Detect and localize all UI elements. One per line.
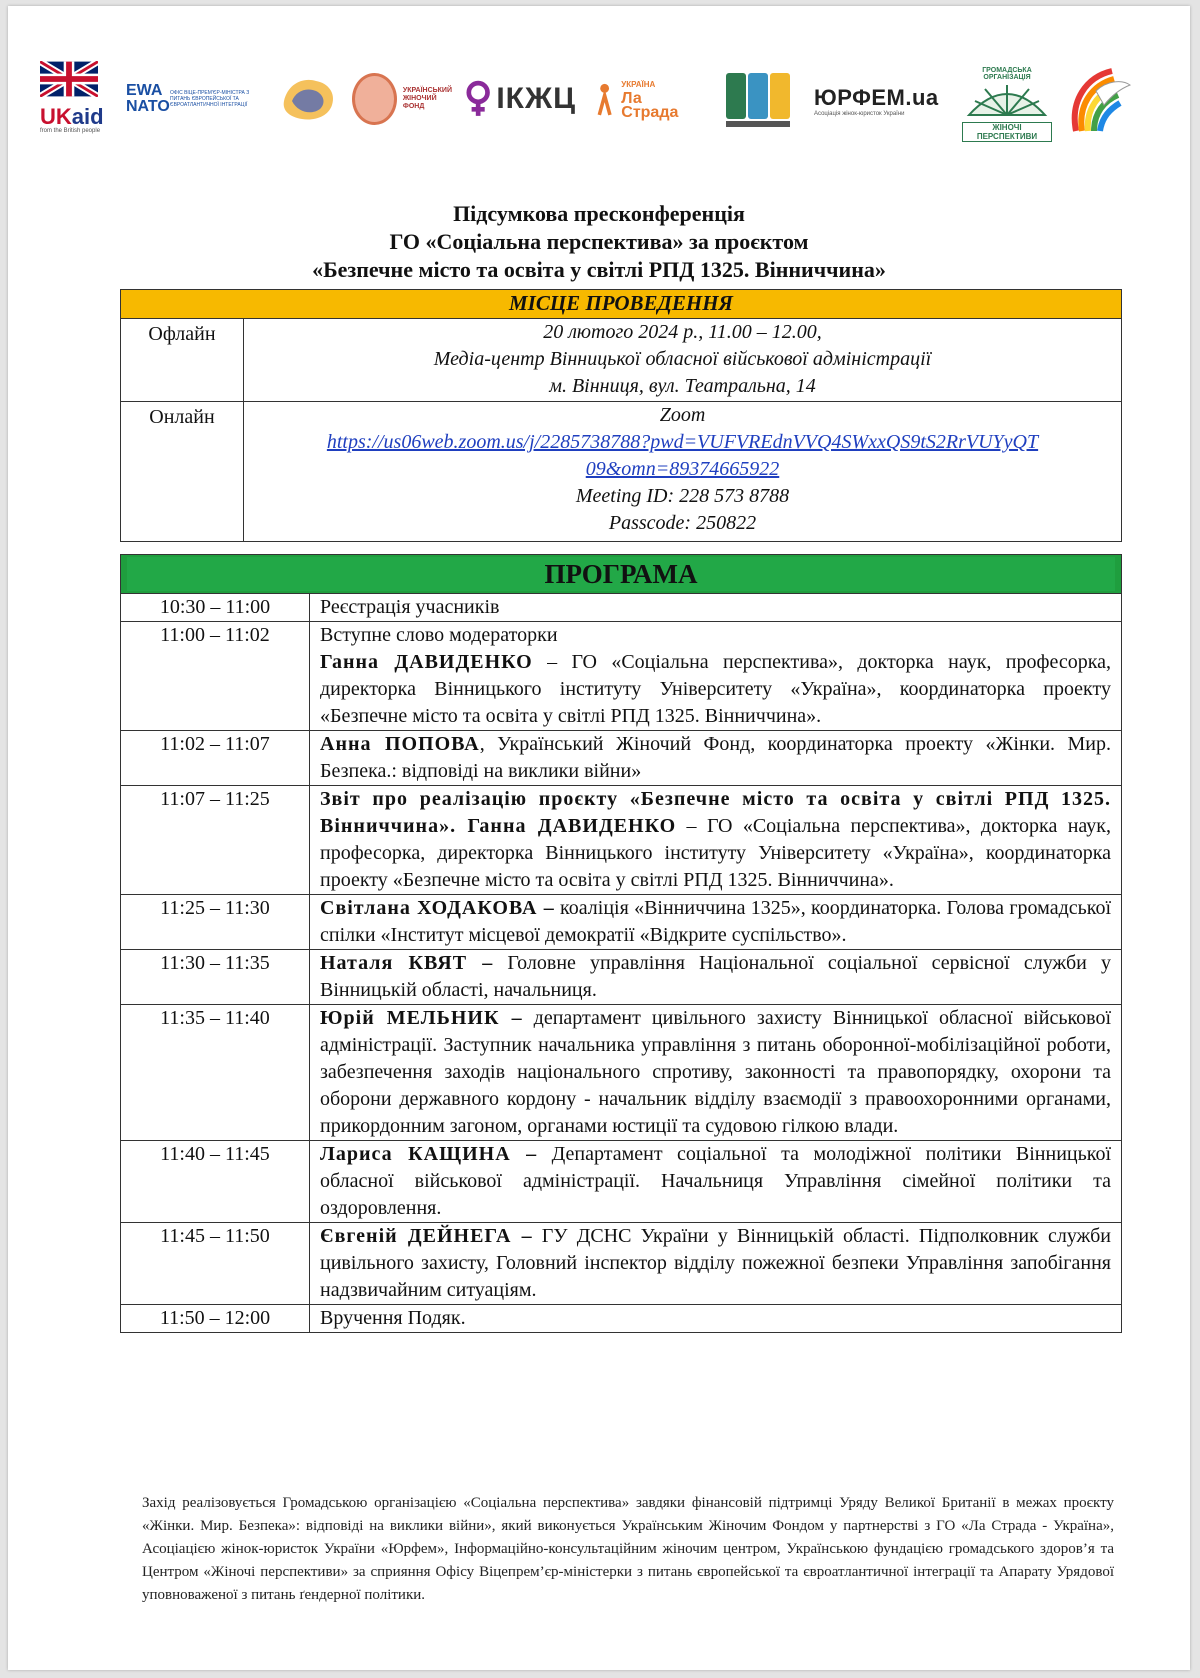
program-time: 11:30 – 11:35 [121, 950, 310, 1005]
uk-flag-icon [40, 61, 98, 97]
program-description [310, 1005, 1122, 1141]
womens-perspectives-logo [962, 61, 1052, 141]
program-row [121, 1005, 1122, 1141]
speaker-name: Звіт про реалізацію проєкту «Безпечне місто та освіта у світлі РПД 1325. Вінниччина». Ганна ДАВИДЕНКО [320, 788, 1111, 837]
la-strada-wordmark: Ла Страда [621, 90, 679, 121]
speaker-name: Юрій МЕЛЬНИК – [320, 1007, 523, 1029]
title-line-2: ГО «Соціальна перспектива» за проєктом [389, 229, 809, 254]
speaker-name: Євгеній ДЕЙНЕГА – [320, 1225, 533, 1247]
program-row [121, 786, 1122, 895]
title-line-3: «Безпечне місто та освіта у світлі РПД 1325. Вінниччина» [312, 257, 886, 282]
ukraine-map-emblem-icon [280, 71, 338, 131]
program-item-text: ГУ ДСНС України у Вінницькій області. Підполковник служби цивільного захисту, Головний інспектор відділу пожежної безпеки Управління запобігання надзвичайним ситуаціям. [320, 1225, 1111, 1301]
program-description [310, 786, 1122, 895]
yurfem-logo [814, 61, 944, 141]
online-label: Онлайн [121, 402, 244, 542]
speaker-name: Ганна ДАВИДЕНКО [320, 651, 533, 673]
partner-logos [34, 61, 1134, 141]
gender-commissioner-logo [280, 61, 340, 141]
program-time: 11:07 – 11:25 [121, 786, 310, 895]
program-row [121, 895, 1122, 950]
program-item-text: Вручення Подяк. [320, 1307, 466, 1329]
venue-table [120, 289, 1122, 542]
womens-perspectives-name: ЖІНОЧІ ПЕРСПЕКТИВИ [962, 122, 1052, 142]
program-time: 10:30 – 11:00 [121, 594, 310, 622]
speaker-name: Лариса КАЩИНА – [320, 1143, 538, 1165]
program-item-text: – ГО «Соціальна перспектива», докторка наук, професорка, директорка Вінницького інституту Університету «Україна», координаторка проекту «Безпечне місто та освіта у світлі РПД 1325. Вінниччина». [320, 651, 1111, 727]
zoom-link[interactable]: https://us06web.zoom.us/j/2285738788?pwd=VUFVREdnVVQ4SWxxQS9tS2RrVUYyQT 09&omn=89374665922 [326, 431, 1039, 480]
offline-details [244, 319, 1122, 402]
program-item-text: коаліція «Вінниччина 1325», координаторка. Голова громадської спілки «Інститут місцевої демократії «Відкрите суспільство». [320, 897, 1111, 946]
speaker-name: Світлана ХОДАКОВА – [320, 897, 555, 919]
public-health-foundation-logo [724, 61, 794, 141]
program-time: 11:35 – 11:40 [121, 1005, 310, 1141]
womens-fund-emblem-icon [352, 73, 397, 125]
document-title [8, 200, 1190, 284]
program-row [121, 1141, 1122, 1223]
ukaid-logo [40, 61, 102, 141]
speaker-name: Наталя КВЯТ – [320, 952, 494, 974]
rainbow-dove-icon [1066, 61, 1136, 137]
ukaid-wordmark: UKaid [40, 104, 104, 129]
offline-date-time: 20 лютого 2024 р., 11.00 – 12.00, [543, 321, 822, 343]
venue-header: МІСЦЕ ПРОВЕДЕННЯ [121, 290, 1122, 319]
social-perspective-logo [1066, 61, 1136, 141]
program-time: 11:00 – 11:02 [121, 622, 310, 731]
program-row [121, 950, 1122, 1005]
meeting-passcode: Passcode: 250822 [608, 512, 757, 534]
program-description [310, 1305, 1122, 1333]
document-page [8, 6, 1190, 1670]
program-row [121, 622, 1122, 731]
program-item-text: Департамент соціальної та молодіжної політики Вінницької обласної військової адміністрації. Начальниця Управління сімейної політики та оздоровлення. [320, 1143, 1111, 1219]
offline-venue: Медіа-центр Вінницької обласної військової адміністрації [433, 348, 932, 370]
ewa-nato-logo [126, 61, 266, 141]
ukaid-subtitle: from the British people [40, 128, 101, 134]
program-time: 11:50 – 12:00 [121, 1305, 310, 1333]
program-item-text: , Український Жіночий Фонд, координаторка проекту «Жінки. Мир. Безпека.: відповіді на виклики війни» [320, 733, 1111, 782]
program-item-text: департамент цивільного захисту Вінницької обласної військової адміністрації. Заступник начальника управління з питань оборонної-мобілізаційної роботи, забезпечення заходів національного спротиву, законності та правопорядку, охорони та оборони державного кордону - начальник відділу взаємодії з правоохоронними органами, прикордонним загоном, органами юстиції та судовою гілкою влади. [320, 1007, 1112, 1137]
program-item-text: – ГО «Соціальна перспектива», докторка наук, професорка, директорка Вінницького інституту Університету «Україна», координаторка проекту «Безпечне місто та освіта у світлі РПД 1325. Вінниччина». [320, 815, 1111, 891]
meeting-id: Meeting ID: 228 573 8788 [575, 485, 790, 507]
program-description [310, 594, 1122, 622]
sunrise-emblem-icon [965, 81, 1049, 117]
la-strada-country: УКРАЇНА [621, 80, 656, 89]
program-time: 11:45 – 11:50 [121, 1223, 310, 1305]
program-row [121, 731, 1122, 786]
title-line-1: Підсумкова пресконференція [453, 201, 745, 226]
program-item-intro: Вступне слово модераторки [320, 624, 558, 646]
yurfem-caption: Асоціація жінок-юристок України [814, 111, 905, 117]
program-item-text: Реєстрація учасників [320, 596, 500, 618]
offline-label: Офлайн [121, 319, 244, 402]
program-description [310, 731, 1122, 786]
womens-perspectives-caption: ГРОМАДСЬКА ОРГАНІЗАЦІЯ [982, 67, 1032, 81]
online-details [244, 402, 1122, 542]
ikzhc-logo [466, 61, 576, 141]
program-row [121, 594, 1122, 622]
program-row [121, 1305, 1122, 1333]
la-strada-logo [594, 61, 694, 141]
program-table [120, 554, 1122, 1333]
program-header: ПРОГРАМА [121, 555, 1122, 594]
speaker-name: Анна ПОПОВА [320, 733, 480, 755]
offline-address: м. Вінниця, вул. Театральна, 14 [549, 375, 816, 397]
people-figures-icon [724, 69, 792, 129]
program-description [310, 622, 1122, 731]
ewa-nato-caption: ОФІС ВІЦЕ-ПРЕМ'ЄР-МІНІСТРА З ПИТАНЬ ЄВРОПЕЙСЬКОЇ ТА ЄВРОАТЛАНТИЧНОЇ ІНТЕГРАЦІЇ [170, 90, 250, 108]
program-description [310, 895, 1122, 950]
program-item-text: Головне управління Національної соціальної сервісної служби у Вінницькій області, начальниця. [320, 952, 1111, 1001]
program-description [310, 950, 1122, 1005]
program-row [121, 1223, 1122, 1305]
la-strada-figure-icon [594, 79, 615, 119]
ukrainian-womens-fund-logo [352, 61, 452, 141]
ikzhc-wordmark: ІКЖЦ [496, 82, 576, 115]
program-time: 11:25 – 11:30 [121, 895, 310, 950]
funding-note: Захід реалізовується Громадською організацією «Соціальна перспектива» завдяки фінансовій підтримці Уряду Великої Британії в межах проєкту «Жінки. Мир. Безпека»: відповіді на виклики війни», який виконується Українським Жіночим Фондом у партнерстві з ГО «Ла Страда - Україна», Асоціацією жінок-юристок України «Юрфем», Інформаційно-консультаційним жіночим центром, Українською фундацією громадського здоров’я та Центром «Жіночі перспективи» за сприяння Офісу Віцепрем’єр-міністерки з питань європейської та євроатлантичної інтеграції та Апарату Урядової уповноваженої з питань ґендерної політики. [142, 1495, 1114, 1603]
ewa-nato-mark: EWA NATO [126, 82, 170, 115]
program-description [310, 1223, 1122, 1305]
program-time: 11:40 – 11:45 [121, 1141, 310, 1223]
online-platform: Zoom [659, 404, 706, 426]
yurfem-wordmark: ЮРФЕМ.ua [814, 85, 939, 110]
womens-fund-name: УКРАЇНСЬКИЙ ЖІНОЧИЙ ФОНД [402, 87, 452, 110]
female-symbol-icon [466, 79, 490, 119]
program-description [310, 1141, 1122, 1223]
program-time: 11:02 – 11:07 [121, 731, 310, 786]
